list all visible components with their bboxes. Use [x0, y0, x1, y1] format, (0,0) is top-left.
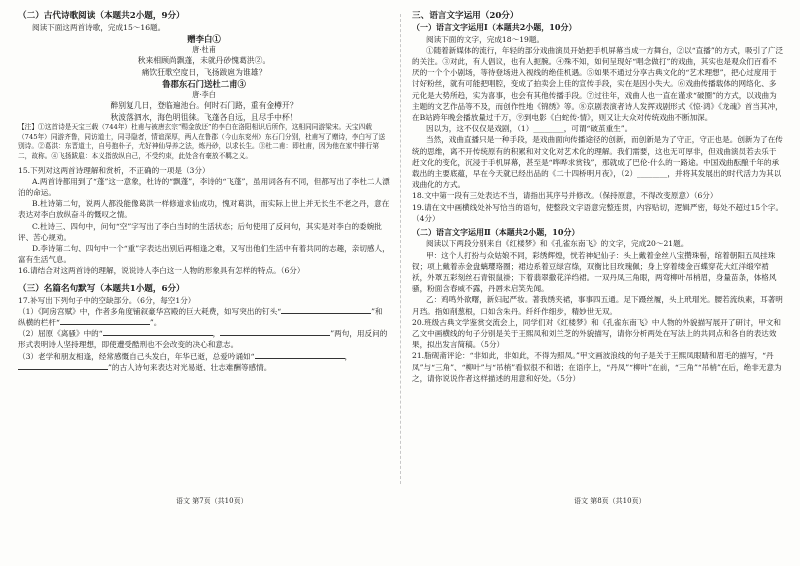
q15-option-a: A.两首诗都用到了“蓬”这一意象，杜诗的“飘蓬”，李诗的“飞蓬”，虽用词各有不同，但都写出了李杜二人漂泊的命运。: [18, 176, 390, 197]
poem1-author: 唐·杜甫: [192, 45, 216, 55]
answer-blank[interactable]: [281, 306, 371, 314]
page-footer-right: 语文 第8页（共10页）: [574, 497, 646, 505]
passage-paragraph: ①随着新媒体的流行，年轻的部分戏曲演员开始把手机屏幕当成一方舞台，②以“直播”的方式，吸引了广泛的关注。③对此，有人倡议，也有人扼腕。④殊不知，如何呈现好“唱念做打”的戏曲，其实也是观众们百看不厌的一个个小剧场，等待登场进入视线的绝佳机遇。⑤如果不通过分享古典文化的“艺术理想”，把心过度用于讨好粉丝，就有可能把唱腔，变成了拍卖会上佳的宣传手段，实在是因小失大。⑥戏曲传播载体的网络化、多元化是大势所趋，实为喜事，也会有其他传播手段。⑦过往年，戏曲人也一直在谨求“破圈”的方式，以戏曲为主题的文艺作品等不及，而创作性地《锦绣》等。⑧京剧表演者诗人发挥戏剧形式《惊·鸿》《龙魂》首当其冲，在B站跨年晚会播放量过千万，⑨到电影《白蛇传·情》，则又让大众对传统戏曲不断加深。: [412, 45, 784, 122]
question-15: 15.下列对这两首诗理解和赏析，不正确的一项是（3分）: [18, 165, 210, 175]
passage-jia: 甲：这个人打扮与众姑娘不同，彩绣辉煌，恍若神妃仙子：头上戴着金丝八宝攒珠髻，绾着朝阳五凤挂珠钗；项上戴着赤金盘螭璎珞圈；裙边系着豆绿宫绦，双衡比目玫瑰佩；身上穿着缕金百蝶穿花大红洋缎窄褃袄，外罩五彩刻丝石青银鼠褂；下着翡翠撒花洋绉裙。一双丹凤三角眼，两弯柳叶吊梢眉，身量苗条，体格风骚，粉面含春威不露，丹唇未启笑先闻。: [412, 250, 777, 294]
poetry-intro: 阅读下面这两首诗歌，完成15～16题。: [32, 23, 166, 32]
question-19: 19.请在文中画横线处补写恰当的语句，使整段文字语意完整连贯，内容贴切，逻辑严密，每处不超过15个字。（4分）: [412, 202, 784, 223]
q17-item-2: （2）屈原《离骚》中的“ ， ”两句，用反问的形式表明诗人坚持理想，即使遭受酷刑也不会改变的决心和意志。: [18, 329, 388, 350]
poem-annotation: 【注】①这首诗是天宝三载（744年）杜甫与被唐玄宗“赐金放还”的李白在洛阳相识后所作，这相同同游梁宋。天宝四载（745年）同游齐鲁，同访道士，同寻隐者，情谊深厚，两人在鲁郡（今山东兖州）东石门分别，杜甫写了赠诗，李白写了送别诗。②葛洪：东晋道士，自号抱朴子，尤好神仙导养之法，炼丹砂，以求长生。③杜二甫：即杜甫，因为他在家中排行第二，故称。④飞扬跋扈：本义指放纵自己，不受约束，此处含有豪放不羁之义。: [18, 123, 386, 160]
subsection1-title: （一）语言文字运用Ⅰ（本题共2小题，10分）: [412, 22, 577, 32]
poem2-line: 秋波落泗水，海色明徂徕。飞蓬各自远，且尽手中杯！: [110, 112, 298, 122]
section-dictation-title: （三）名篇名句默写（本题共1小题，6分）: [18, 283, 185, 294]
subsection2-title: （二）语言文字运用Ⅱ（本题共2小题，10分）: [412, 226, 580, 237]
page-footer-left: 语文 第7页（共10页）: [176, 497, 248, 505]
answer-blank[interactable]: [18, 362, 108, 370]
section-ancient-poetry-title: （二）古代诗歌阅读（本题共2小题，9分）: [18, 11, 185, 21]
q17-item-3: （3）老学和朋友相逢，经常感慨自己头发白，年华已逝，总爱吟诵如“ ，”的古人诗句来表达对光易逝、壮志难酬等感情。: [18, 351, 353, 372]
poem1-line: 痛饮狂歌空度日，飞扬跋扈为谁雄？: [141, 67, 267, 77]
answer-blank[interactable]: [220, 328, 330, 336]
poem2-line: 醉别复几日，登临遍池台。何时石门路，重有金樽开？: [110, 101, 298, 111]
subsection2-intro: 阅读以下两段分别来自《红楼梦》和《孔雀东南飞》的文字，完成20～21题。: [426, 239, 689, 249]
page-divider: [400, 14, 401, 484]
section-language-title: 三、语言文字运用（20分）: [412, 11, 519, 21]
poem1-line: 秋来相顾尚飘蓬，未就丹砂愧葛洪②。: [137, 56, 271, 66]
q17-item-1: （1）《阿房宫赋》中，作者多角度铺叙豪华宫殿的巨大耗费，如写突出的钉头“ ”和纵横的栏杆“ ”。: [18, 306, 383, 328]
question-16: 16.请结合对这两首诗的理解，说说诗人李白这一人物的形象具有怎样的特点。（6分）: [18, 266, 305, 276]
question-21: 21.脂砚斋评论：“非如此，非如此，不得为照凤。”甲文画波浪线的句子是关于王熙凤眼睛和眉毛的描写，“丹凤”与“三角”、“柳叶”与“吊梢”看似很不和谐；在语序上，“丹凤”“柳叶”在前，“三角”“吊梢”在后，绝非无意为之，请你说说作者这样描述的用意和好处。（5分）: [412, 351, 782, 383]
passage-paragraph: 当然，戏曲直播只是一种手段，是戏曲面向传播途径的创新，而创新是为了守正，守正也是。创新为了在传统的思维，离不开传统原有的积累和对文化对艺术化的理解。我们需要，这也无可厚非，但戏曲演员若去乐于赶文化的变化，沉浸于手机屏幕，甚至是“哗哗求赏钱”，那就成了巴伦·什么的一路途。中国戏曲酝酿千年的承载出的主要底蕴，早在今天就已经出品的《二十四桥明月夜》，（2）________，并将其发展出的时代活力为其以戏曲化的方式。: [412, 135, 783, 190]
answer-blank[interactable]: [103, 328, 213, 336]
question-20: 20.班级古典文学鉴赏交流会上，同学们对《红楼梦》和《孔雀东南飞》中人物的外貌描写展开了研讨，甲文和乙文中画横线的句子分别是关于王熙凤和刘兰芝的外貌描写，请你分析两处在写法上的共同点和各自的表达效果，拟出发言简稿。（5分）: [412, 317, 781, 350]
right-column: [412, 10, 784, 384]
passage-paragraph: 因以为，这不仅仅是戏剧，（1）________，可谓“破茧重生”。: [426, 124, 633, 134]
poem1-title: 赠李白①: [187, 34, 221, 45]
left-column: [18, 10, 390, 373]
q15-option-b: B.杜诗第二句，说两人都没能像葛洪一样修道求仙成功，愧对葛洪，而实际上世上并无长生不老之丹，意在表达对李白放纵奋斗的慨叹之情。: [18, 199, 390, 220]
question-18: 18.文中第一段有三处表达不当，请指出其序号并修改。（保持原意，不得改变原意）（6分）: [412, 191, 718, 201]
q15-option-d: D.李诗第二句、四句中一个“重”字表达出别后再相逢之难，又写出他们生活中有着共同的志趣，亲切感人，富有生活气息。: [18, 244, 390, 265]
answer-blank[interactable]: [255, 351, 345, 359]
question-17: 17.补写出下列句子中的空缺部分。（6分，每空1分）: [18, 295, 196, 305]
subsection1-intro: 阅读下面的文字，完成18～19题。: [426, 34, 545, 44]
poem2-title: 鲁郡东石门送杜二甫③: [162, 79, 246, 90]
answer-blank[interactable]: [60, 317, 150, 325]
poem2-author: 唐·李白: [192, 90, 216, 100]
q15-option-c: C.杜诗三、四句中，问句“空”字写出了李白当时的生活状态；后句使用了反问句，其实是对李白的委婉批评、苦心规劝。: [18, 221, 382, 242]
passage-yi: 乙：鸡鸣外欲曙，新妇起严妆。著我绣夹裙，事事四五通。足下蹑丝履，头上玳瑁光。腰若流纨素，耳著明月珰。指如削葱根，口如含朱丹。纤纤作细步，精妙世无双。: [412, 295, 783, 316]
